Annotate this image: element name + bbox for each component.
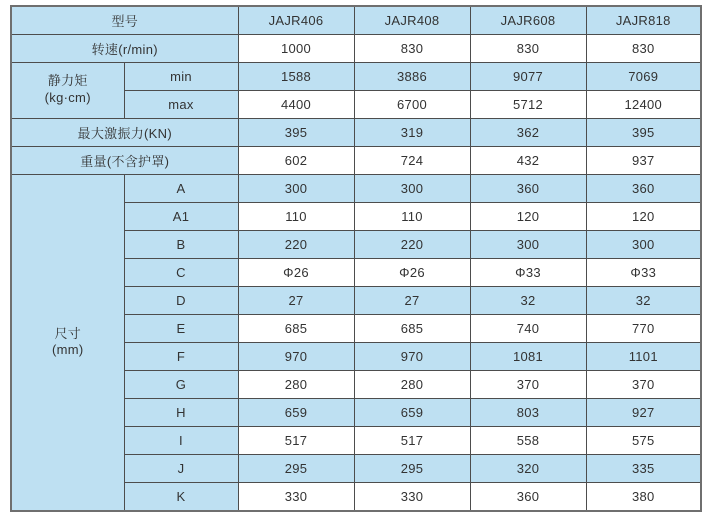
cell-value: 360	[470, 483, 586, 511]
cell-value: 970	[238, 343, 354, 371]
row-label-min: min	[124, 62, 238, 90]
cell-value: 32	[586, 286, 701, 314]
cell-value: Φ26	[354, 258, 470, 286]
cell-value: 937	[586, 146, 701, 174]
row-label-dim-a1: A1	[124, 202, 238, 230]
cell-value: 1101	[586, 343, 701, 371]
column-header-jajr408: JAJR408	[354, 6, 470, 34]
speed-row	[11, 34, 701, 62]
row-label-dim-a: A	[124, 174, 238, 202]
cell-value: 362	[470, 118, 586, 146]
row-label-excitation-force: 最大激振力(KN)	[11, 118, 238, 146]
cell-value: 1081	[470, 343, 586, 371]
cell-value: 830	[470, 34, 586, 62]
excitation-force-row	[11, 118, 701, 146]
cell-value: 575	[586, 427, 701, 455]
cell-value: 110	[354, 202, 470, 230]
static-moment-label-line1: 静力矩	[47, 73, 88, 89]
cell-value: 300	[238, 174, 354, 202]
cell-value: 27	[354, 286, 470, 314]
cell-value: 319	[354, 118, 470, 146]
cell-value: 120	[470, 202, 586, 230]
cell-value: 685	[238, 315, 354, 343]
cell-value: 659	[238, 399, 354, 427]
cell-value: 6700	[354, 90, 470, 118]
row-label-dim-d: D	[124, 286, 238, 314]
cell-value: 295	[354, 455, 470, 483]
cell-value: 830	[586, 34, 701, 62]
cell-value: 685	[354, 315, 470, 343]
row-label-dim-g: G	[124, 371, 238, 399]
cell-value: 12400	[586, 90, 701, 118]
cell-value: 370	[470, 371, 586, 399]
model-header-label: 型号	[11, 6, 238, 34]
cell-value: 395	[586, 118, 701, 146]
cell-value: 330	[354, 483, 470, 511]
cell-value: 517	[354, 427, 470, 455]
cell-value: 300	[470, 230, 586, 258]
cell-value: 335	[586, 455, 701, 483]
row-label-dim-c: C	[124, 258, 238, 286]
cell-value: 220	[354, 230, 470, 258]
cell-value: 9077	[470, 62, 586, 90]
cell-value: 330	[238, 483, 354, 511]
row-label-static-moment	[11, 62, 124, 118]
cell-value: 602	[238, 146, 354, 174]
cell-value: 927	[586, 399, 701, 427]
spec-table	[10, 5, 702, 512]
row-label-speed: 转速(r/min)	[11, 34, 238, 62]
cell-value: 360	[586, 174, 701, 202]
cell-value: 380	[586, 483, 701, 511]
dimensions-label-line2: (mm)	[51, 342, 84, 358]
cell-value: 803	[470, 399, 586, 427]
cell-value: 3886	[354, 62, 470, 90]
cell-value: 7069	[586, 62, 701, 90]
cell-value: 740	[470, 315, 586, 343]
dimension-row-a	[11, 174, 701, 202]
cell-value: Φ33	[470, 258, 586, 286]
cell-value: 27	[238, 286, 354, 314]
cell-value: 280	[238, 371, 354, 399]
row-label-dim-f: F	[124, 343, 238, 371]
cell-value: 300	[354, 174, 470, 202]
cell-value: 395	[238, 118, 354, 146]
cell-value: Φ26	[238, 258, 354, 286]
cell-value: 4400	[238, 90, 354, 118]
row-label-dim-i: I	[124, 427, 238, 455]
cell-value: 300	[586, 230, 701, 258]
cell-value: 724	[354, 146, 470, 174]
column-header-jajr406: JAJR406	[238, 6, 354, 34]
cell-value: 1588	[238, 62, 354, 90]
cell-value: 558	[470, 427, 586, 455]
row-label-dim-k: K	[124, 483, 238, 511]
header-row	[11, 6, 701, 34]
cell-value: 370	[586, 371, 701, 399]
row-label-dim-b: B	[124, 230, 238, 258]
cell-value: 295	[238, 455, 354, 483]
row-label-dim-j: J	[124, 455, 238, 483]
cell-value: 220	[238, 230, 354, 258]
cell-value: 970	[354, 343, 470, 371]
cell-value: 5712	[470, 90, 586, 118]
static-moment-label-line2: (kg·cm)	[44, 90, 91, 106]
row-label-weight: 重量(不含护罩)	[11, 146, 238, 174]
weight-row	[11, 146, 701, 174]
column-header-jajr608: JAJR608	[470, 6, 586, 34]
cell-value: 1000	[238, 34, 354, 62]
cell-value: Φ33	[586, 258, 701, 286]
cell-value: 770	[586, 315, 701, 343]
cell-value: 280	[354, 371, 470, 399]
row-label-max: max	[124, 90, 238, 118]
row-label-dimensions	[11, 174, 124, 511]
row-label-dim-h: H	[124, 399, 238, 427]
column-header-jajr818: JAJR818	[586, 6, 701, 34]
cell-value: 360	[470, 174, 586, 202]
cell-value: 110	[238, 202, 354, 230]
cell-value: 320	[470, 455, 586, 483]
cell-value: 120	[586, 202, 701, 230]
cell-value: 659	[354, 399, 470, 427]
cell-value: 517	[238, 427, 354, 455]
cell-value: 432	[470, 146, 586, 174]
static-moment-min-row	[11, 62, 701, 90]
dimensions-label-line1: 尺寸	[54, 325, 82, 341]
row-label-dim-e: E	[124, 315, 238, 343]
cell-value: 830	[354, 34, 470, 62]
cell-value: 32	[470, 286, 586, 314]
